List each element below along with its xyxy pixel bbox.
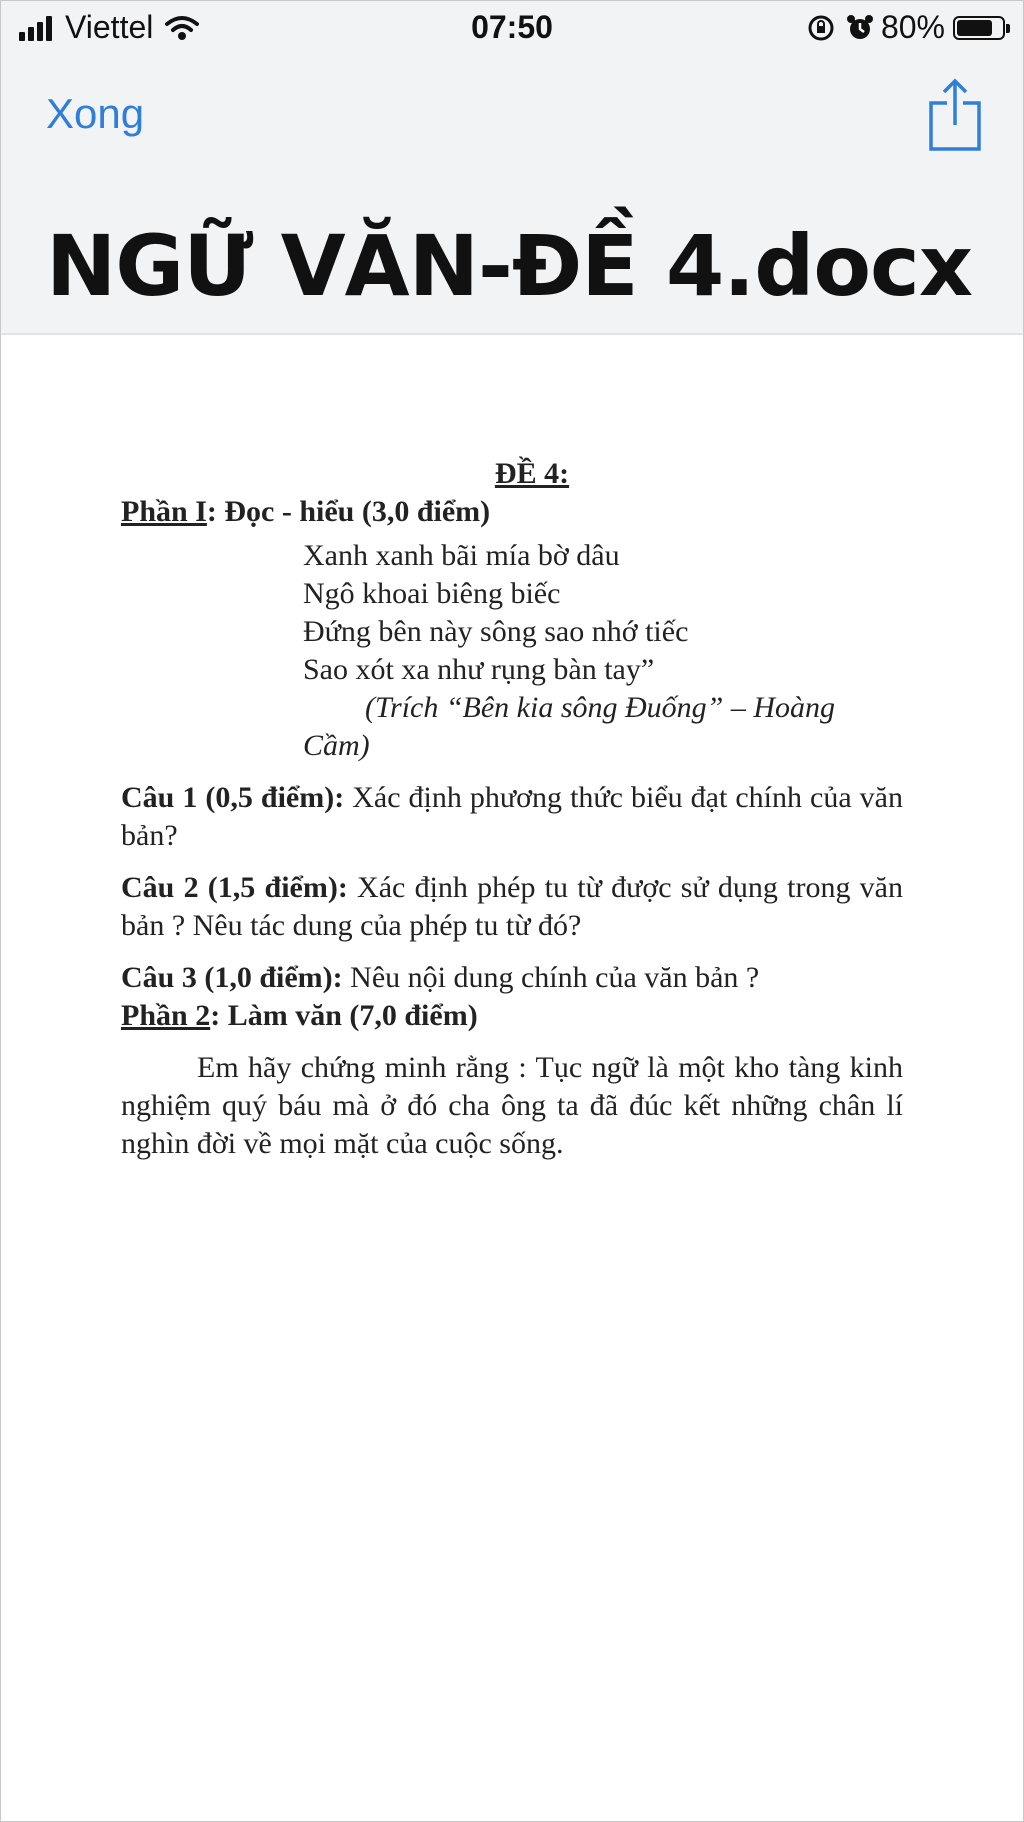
carrier-name: Viettel (65, 9, 154, 45)
question-text: Xác định phép tu từ được sử dụng trong văn bản ? Nêu tác dung của phép tu từ đó? (121, 871, 903, 942)
question-label: Câu 3 (1,0 điểm): (121, 961, 343, 994)
battery-level (957, 20, 992, 36)
essay-prompt: Em hãy chứng minh rằng : Tục ngữ là một kho tàng kinh nghiệm quý báu mà ở đó cha ông ta đã đúc kết những chân lí nghìn đời về mọi mặt của cuộc sống. (121, 1051, 903, 1160)
nav-header (1, 57, 1023, 335)
orientation-lock-icon (807, 14, 835, 42)
poem-citation: (Trích “Bên kia sông Đuống” – Hoàng Cầm) (303, 691, 836, 762)
question-3 (121, 959, 903, 997)
status-time: 07:50 (471, 9, 553, 45)
question-text: Nêu nội dung chính của văn bản ? (342, 961, 760, 994)
alarm-icon (845, 13, 875, 43)
document-title: NGỮ VĂN-ĐỀ 4.docx (46, 217, 973, 315)
part2-heading (121, 997, 903, 1035)
part1-heading (121, 493, 903, 531)
poem-excerpt (303, 537, 903, 765)
done-button[interactable]: Xong (46, 90, 145, 137)
poem-line: Sao xót xa như rụng bàn tay” (303, 653, 655, 686)
part1-title: : Đọc - hiểu (3,0 điểm) (206, 495, 491, 528)
battery-icon (953, 16, 1005, 40)
battery-tip (1006, 24, 1010, 33)
question-label: Câu 2 (1,5 điểm): (121, 871, 348, 904)
exam-heading: ĐỀ 4: (494, 457, 570, 490)
part2-title: : Làm văn (7,0 điểm) (210, 999, 478, 1032)
question-1 (121, 779, 903, 855)
share-icon[interactable] (927, 77, 983, 153)
part2-label: Phần 2 (121, 999, 211, 1032)
poem-line: Ngô khoai biêng biếc (303, 577, 561, 610)
poem-line: Đứng bên này sông sao nhớ tiếc (303, 615, 689, 648)
question-label: Câu 1 (0,5 điểm): (121, 781, 345, 814)
question-2 (121, 869, 903, 945)
poem-line: Xanh xanh bãi mía bờ dâu (303, 539, 620, 572)
battery-percent: 80% (880, 9, 945, 45)
question-text: Xác định phương thức biểu đạt chính của văn bản? (121, 781, 903, 852)
status-right (807, 9, 1005, 46)
document-viewer[interactable] (1, 335, 1023, 1821)
document-content (121, 455, 903, 1163)
part1-label: Phần I (121, 495, 207, 528)
status-bar (1, 1, 1023, 57)
